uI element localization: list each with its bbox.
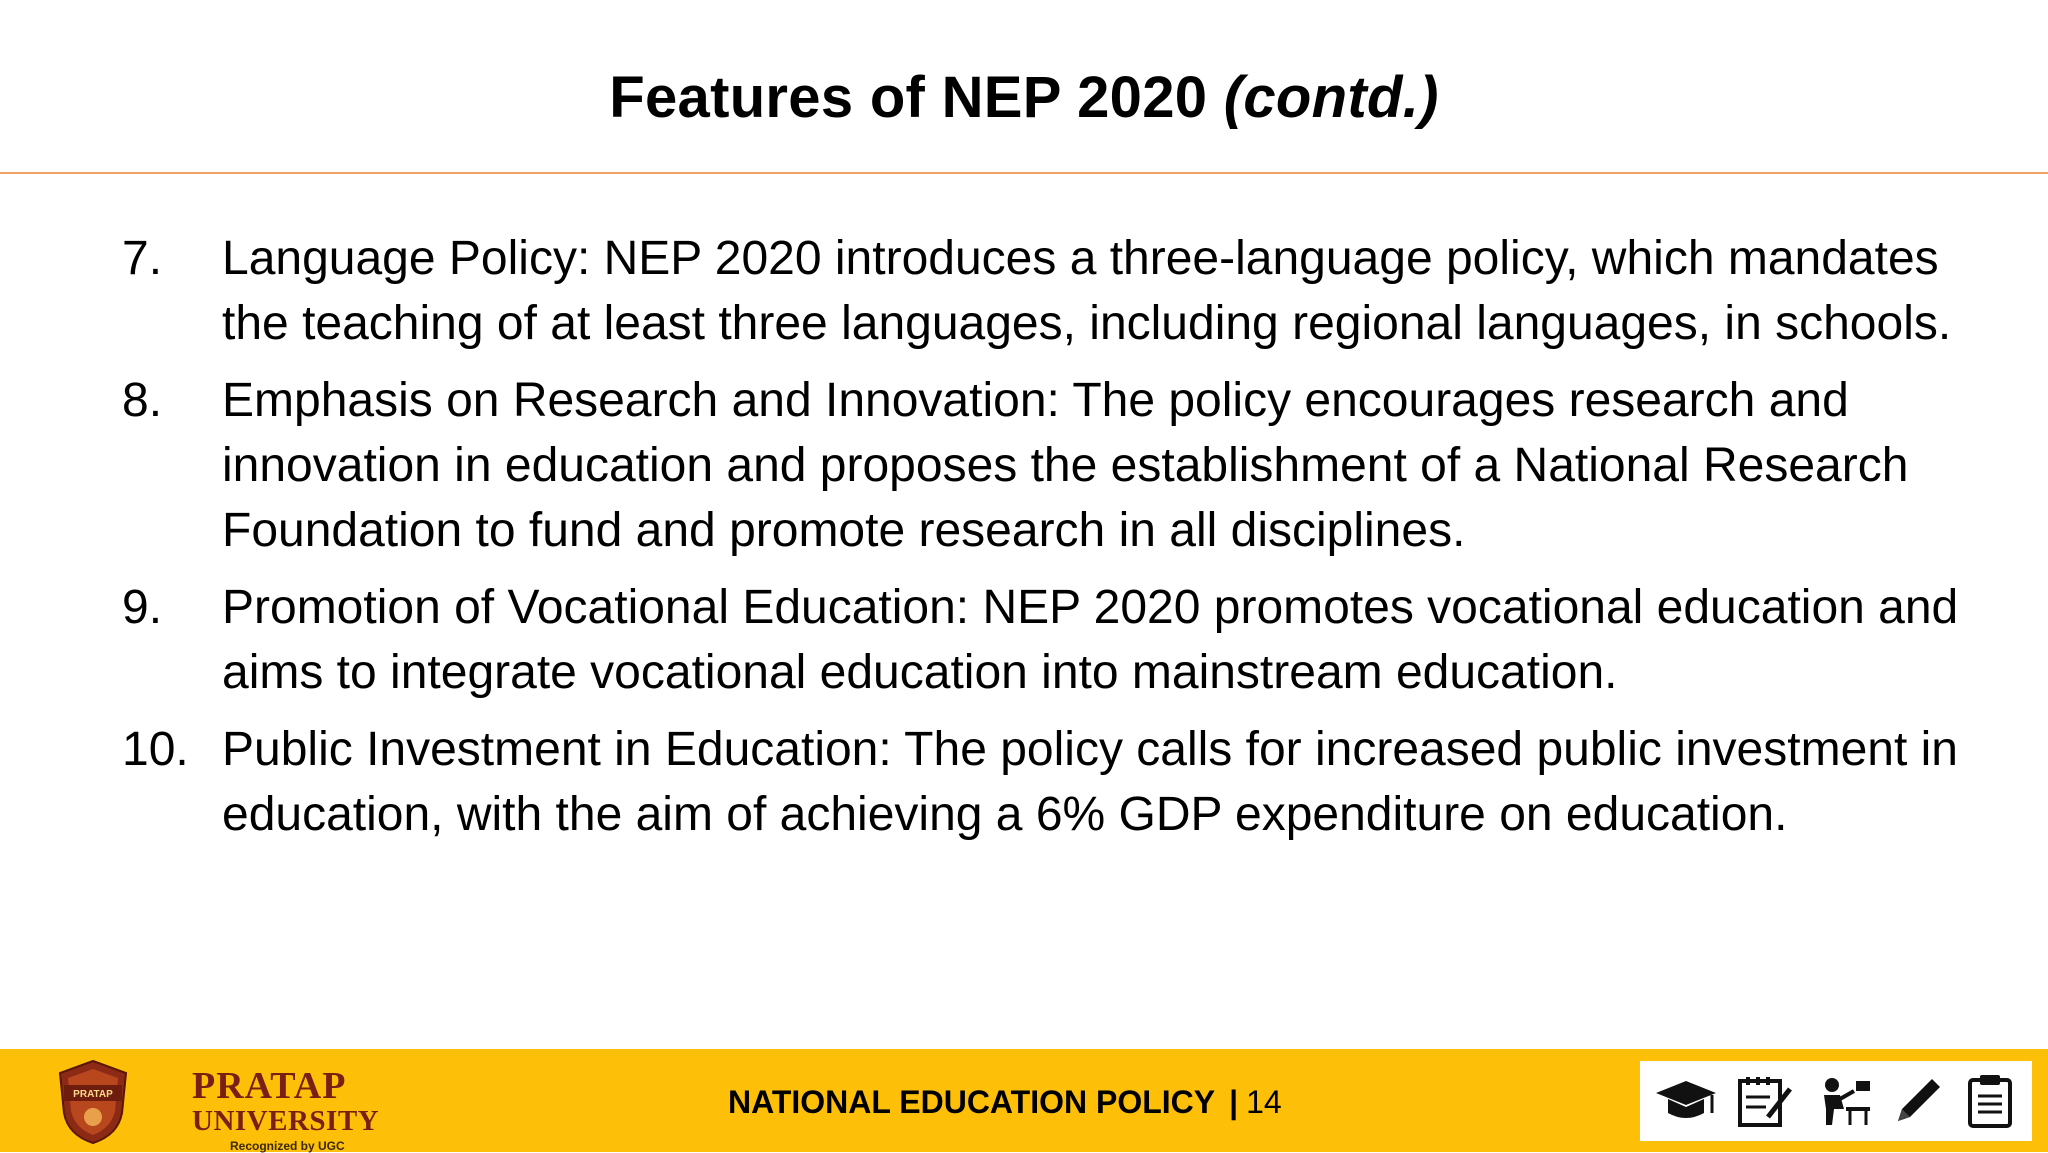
footer-bar: [0, 1049, 2048, 1152]
slide-title-main: Features of NEP 2020: [609, 65, 1224, 130]
footer-separator: |: [1229, 1084, 1239, 1120]
list-item-text: Emphasis on Research and Innovation: The policy encourages research and innovation in education and proposes the establishment of a National Research Foundation to fund and promote research in all disciplines.: [222, 374, 1909, 557]
list-item: [122, 717, 2002, 847]
list-item-text: Language Policy: NEP 2020 introduces a three-language policy, which mandates the teaching of at least three languages, including regional languages, in schools.: [222, 232, 1952, 350]
university-name-line1: PRATAP: [192, 1065, 347, 1107]
education-icon-strip: [1640, 1061, 2032, 1141]
list-item: [122, 226, 2002, 356]
page-number: 14: [1246, 1084, 1282, 1120]
list-item-text: Public Investment in Education: The policy calls for increased public investment in education, with the aim of achieving a 6% GDP expenditure on education.: [222, 723, 1958, 841]
feature-list: [122, 226, 2002, 859]
list-item: [122, 368, 2002, 563]
pen-icon: [1890, 1073, 1946, 1129]
slide-title-italic: (contd.): [1223, 65, 1439, 130]
slide-title: [0, 62, 2048, 134]
title-divider: [0, 172, 2048, 174]
student-desk-icon: [1810, 1073, 1874, 1129]
list-item-number: 8.: [122, 374, 163, 427]
seal-text: PRATAP: [73, 1089, 113, 1100]
graduation-cap-icon: [1654, 1073, 1718, 1129]
list-item-number: 7.: [122, 232, 163, 285]
notepad-icon: [1734, 1073, 1794, 1129]
university-name-line2: UNIVERSITY: [192, 1105, 380, 1137]
clipboard-icon: [1962, 1072, 2018, 1130]
university-tagline: Recognized by UGC: [230, 1139, 345, 1153]
list-item-number: 9.: [122, 581, 163, 634]
university-name: [192, 1067, 379, 1152]
university-seal-icon: [48, 1057, 138, 1147]
list-item: [122, 575, 2002, 705]
university-logo: [48, 1057, 380, 1153]
list-item-number: 10.: [122, 723, 189, 776]
list-item-text: Promotion of Vocational Education: NEP 2020 promotes vocational education and aims to integrate vocational education into mainstream education.: [222, 581, 1959, 699]
course-title: NATIONAL EDUCATION POLICY: [728, 1084, 1216, 1120]
footer-caption: [728, 1083, 1282, 1121]
